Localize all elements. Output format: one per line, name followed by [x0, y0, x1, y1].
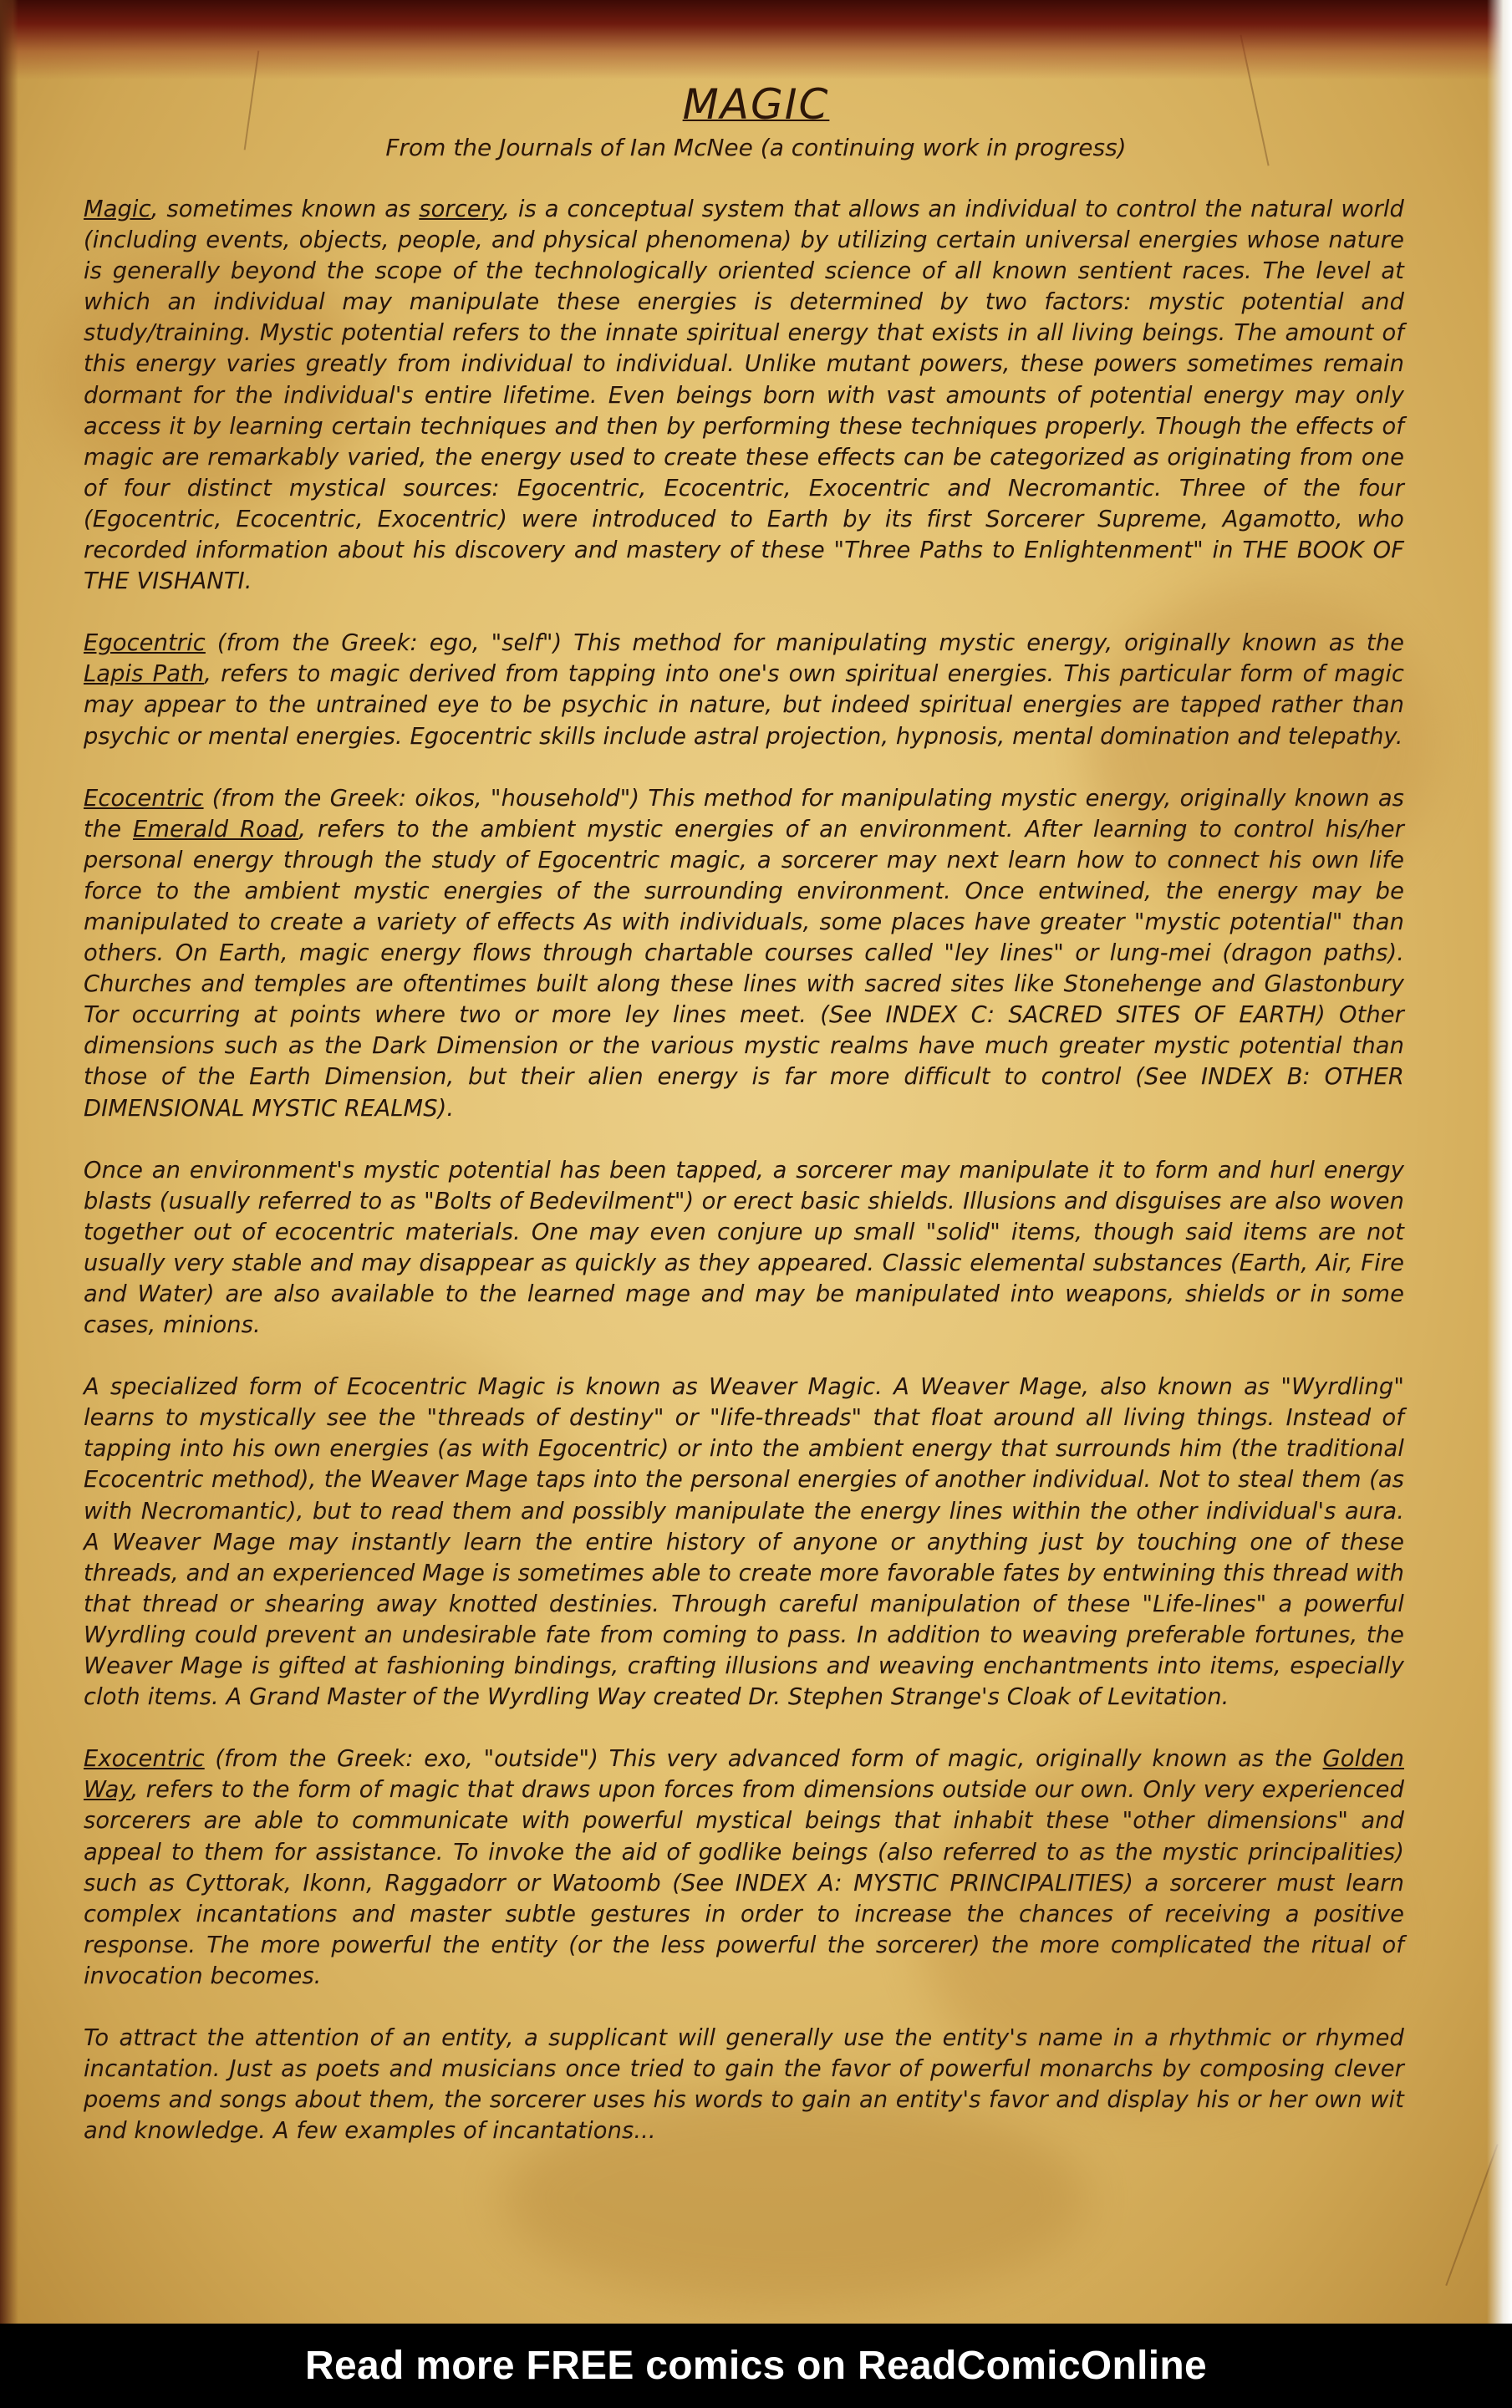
paragraph-incantations: To attract the attention of an entity, a supplicant will generally use the entity's name in a rhythmic or rhymed incantation. Just as poets and musicians once tried to gain the favor of powerful monarchs by composing clever poems and songs about them, the sorcerer uses his words to gain an entity's favor and display his or her own wit and knowledge. A few examples of incantations...	[84, 2024, 1404, 2145]
term-emerald-road: Emerald Road	[132, 816, 299, 843]
page-title: MAGIC	[682, 80, 830, 129]
journal-body	[84, 194, 1404, 2177]
term-egocentric: Egocentric	[84, 630, 206, 657]
paragraph-weaver-magic: A specialized form of Ecocentric Magic is known as Weaver Magic. A Weaver Mage, also known as "Wyrdling" learns to mystically see the "threads of destiny" or "life-threads" that float around all living things. Instead of tapping into his own energies (as with Egocentric) or into the ambient energy that surrounds him (the traditional Ecocentric method), the Weaver Mage taps into the personal energies of another individual. Not to steal them (as with Necromantic), but to read them and possibly manipulate the energy lines within the other individual's aura. A Weaver Mage may instantly learn the entire history of anyone or anything just by touching one of these threads, and an experienced Mage is sometimes able to create more favorable fates by entwining this thread with that thread or shearing away knotted destinies. Through careful manipulation of these "Life-lines" a powerful Wyrdling could prevent an undesirable fate from coming to pass. In addition to weaving preferable fortunes, the Weaver Mage is gifted at fashioning bindings, crafting illusions and weaving enchantments into items, especially cloth items. A Grand Master of the Wyrdling Way created Dr. Stephen Strange's Cloak of Levitation.	[84, 1374, 1404, 1711]
torn-right-edge	[1487, 0, 1512, 2324]
burnt-left-edge	[0, 0, 18, 2324]
term-magic: Magic	[84, 196, 151, 222]
banner-text: Read more FREE comics on ReadComicOnline	[305, 2344, 1207, 2388]
paragraph-environment: Once an environment's mystic potential has been tapped, a sorcerer may manipulate it to form and hurl energy blasts (usually referred to as "Bolts of Bedevilment") or erect basic shields. Illusions and disguises are also woven together out of ecocentric materials. One may even conjure up small "solid" items, though said items are not usually very stable and may disappear as quickly as they appeared. Classic elemental substances (Earth, Air, Fire and Water) are also available to the learned mage and may be manipulated into weapons, shields or in some cases, minions.	[84, 1157, 1404, 1339]
paragraph-ecocentric: Ecocentric (from the Greek: oikos, "household") This method for manipulating mystic energy, originally known as the Emerald Road, refers to the ambient mystic energies of an environment. After learning to control his/her personal energy through the study of Egocentric magic, a sorcerer may next learn how to connect his own life force to the ambient mystic energies of the surrounding environment. Once entwined, the energy may be manipulated to create a variety of effects As with individuals, some places have greater "mystic potential" than others. On Earth, magic energy flows through chartable courses called "ley lines" or lung-mei (dragon paths). Churches and temples are oftentimes built along these lines with sacred sites like Stonehenge and Glastonbury Tor occurring at points where two or more ley lines meet. (See INDEX C: SACRED SITES OF EARTH) Other dimensions such as the Dark Dimension or the various mystic realms have much greater mystic potential than those of the Earth Dimension, but their alien energy is far more difficult to control (See INDEX B: OTHER DIMENSIONAL MYSTIC REALMS).	[84, 785, 1404, 1122]
paragraph-egocentric: Egocentric (from the Greek: ego, "self") This method for manipulating mystic energy, originally known as the Lapis Path, refers to magic derived from tapping into one's own spiritual energies. This particular form of magic may appear to the untrained eye to be psychic in nature, but indeed spiritual energies are tapped rather than psychic or mental energies. Egocentric skills include astral projection, hypnosis, mental domination and telepathy.	[84, 630, 1404, 750]
burnt-top-edge	[0, 0, 1512, 79]
paragraph-magic: Magic, sometimes known as sorcery, is a conceptual system that allows an individual to control the natural world (including events, objects, people, and physical phenomena) by utilizing certain universal energies whose nature is generally beyond the scope of the technologically oriented science of all known sentient races. The level at which an individual may manipulate these energies is determined by two factors: mystic potential and study/training. Mystic potential refers to the innate spiritual energy that exists in all living beings. The amount of this energy varies greatly from individual to individual. Unlike mutant powers, these powers sometimes remain dormant for the individual's entire lifetime. Even beings born with vast amounts of potential energy may only access it by learning certain techniques and then by performing these techniques properly. Though the effects of magic are remarkably varied, the energy used to create these effects can be categorized as originating from one of four distinct mystical sources: Egocentric, Ecocentric, Exocentric and Necromantic. Three of the four (Egocentric, Ecocentric, Exocentric) were introduced to Earth by its first Sorcerer Supreme, Agamotto, who recorded information about his discovery and mastery of these "Three Paths to Enlightenment" in THE BOOK OF THE VISHANTI.	[84, 196, 1404, 595]
term-golden-way: Golden Way	[84, 1746, 1404, 1804]
page-subtitle: From the Journals of Ian McNee (a continuing work in progress)	[385, 134, 1127, 161]
term-exocentric: Exocentric	[84, 1746, 205, 1773]
term-ecocentric: Ecocentric	[84, 785, 204, 812]
term-lapis-path: Lapis Path	[84, 661, 205, 688]
paragraph-exocentric: Exocentric (from the Greek: exo, "outside") This very advanced form of magic, originally known as the Golden Way, refers to the form of magic that draws upon forces from dimensions outside our own. Only very experienced sorcerers are able to communicate with powerful mystical beings that inhabit these "other dimensions" and appeal to them for assistance. To invoke the aid of godlike beings (also referred to as the mystic principalities) such as Cyttorak, Ikonn, Raggadorr or Watoomb (See INDEX A: MYSTIC PRINCIPALITIES) a sorcerer must learn complex incantations and master subtle gestures in order to increase the chances of receiving a positive response. The more powerful the entity (or the less powerful the sorcerer) the more complicated the ritual of invocation becomes.	[84, 1746, 1404, 1989]
footer-banner[interactable]	[0, 2324, 1512, 2408]
term-sorcery: sorcery	[419, 196, 503, 222]
